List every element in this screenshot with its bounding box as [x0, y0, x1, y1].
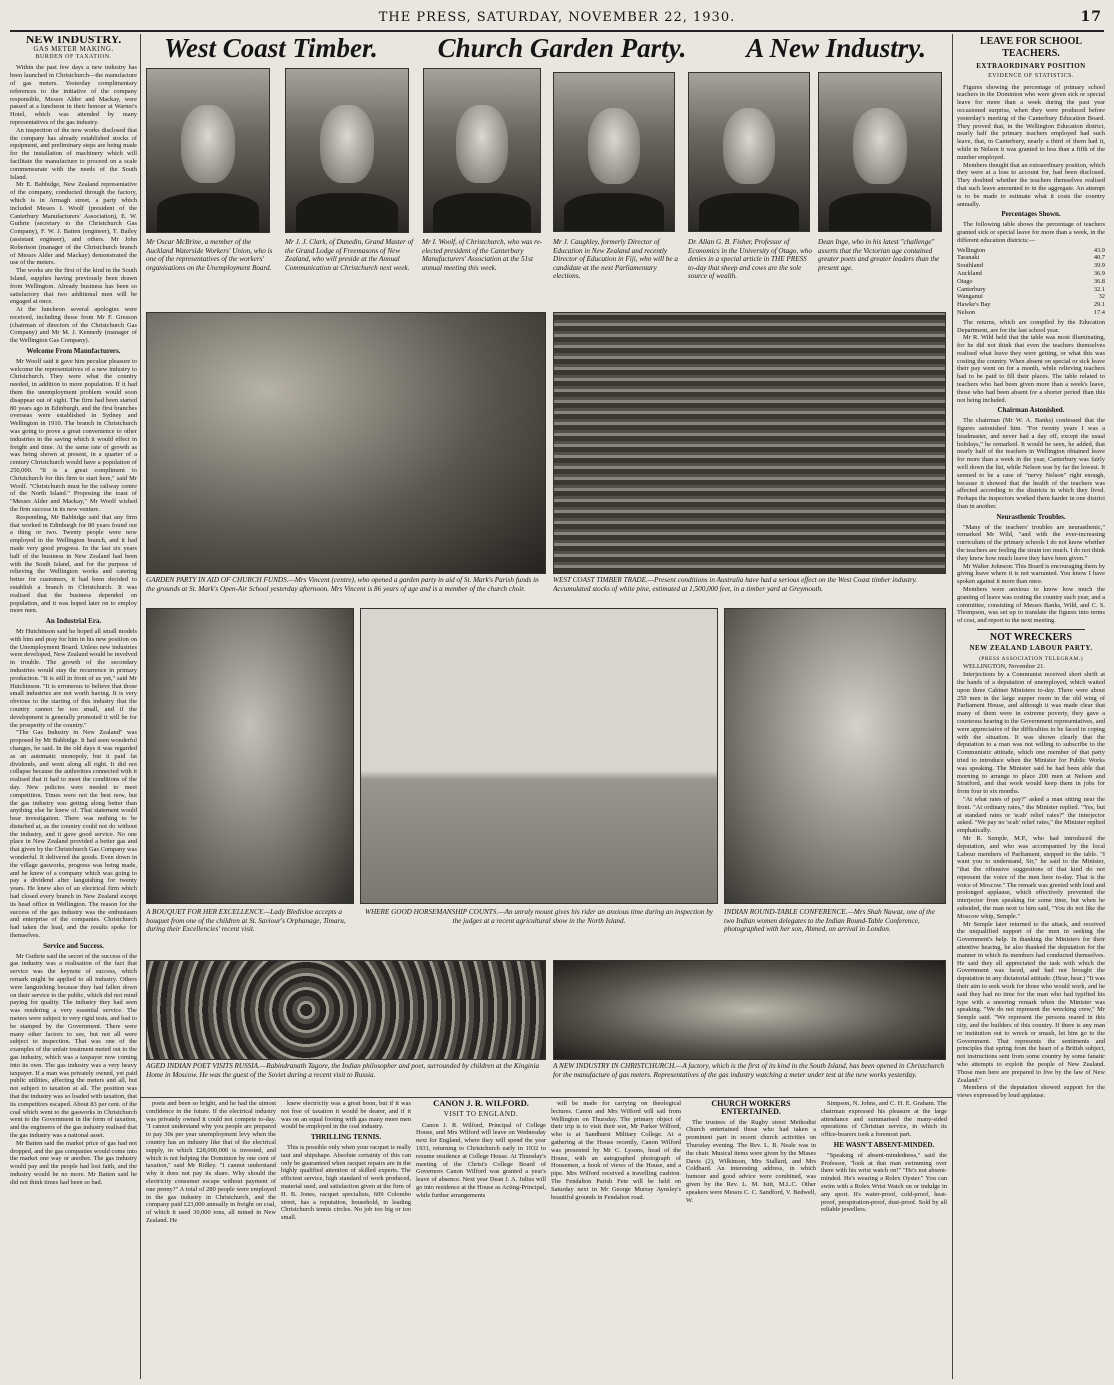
section-heading: Service and Success.: [43, 941, 104, 950]
paragraph: Mr Hutchinson said he hoped all small models with him and pray for him in his new position on the Unemployment Board. Unless new industries were developed, New Zealand would be involved in trouble. The growth of the secondary industries would stay the recurrence in primary production. "It is still in front of us yet," said Mr Hutchinson. "It is erroneous to believe that those small industries are not worth having. It is very obvious to the starting of this industry that the country cannot be too small, and if the development is generally promoted it will be for the prosperity of the country.": [10, 627, 137, 729]
photo-caption: A NEW INDUSTRY IN CHRISTCHURCH.—A factory, which is the first of its kind in the South Island, has been opened in Christchurch for the manufacture of gas meters. Representatives of the gas industry watching a meter under test at the new works yesterday.: [553, 1062, 945, 1079]
bottom-column: [416, 1100, 546, 1379]
table-row: Auckland 36.9: [957, 269, 1105, 277]
right-subhead: EXTRAORDINARY POSITION: [976, 62, 1086, 70]
right-headline: LEAVE FOR SCHOOL TEACHERS.: [979, 36, 1083, 59]
paragraph: Mr R. Semple, M.P., who had introduced the deputation, and who was accompanied by the local Labour members of Parliament, stepped to the table. "I want you to understand, Sir," he said to the Minister, "that the offensive suggestions of that kind do not represent the voice of the men here to-day. That is the voice of Moscow." The remark was greeted with loud and prolonged applause, which effectively prevented the interjector from speaking for some time, but when he subsided, the man next to him said, "You do not like the Moscow whip, Semple.": [957, 834, 1105, 920]
left-subhead: GAS METER MAKING.: [33, 44, 114, 53]
table-row: Otago 36.8: [957, 277, 1105, 285]
india-delegate-photo: [724, 608, 946, 904]
portrait-photo: [688, 72, 810, 232]
left-subhead: BURDEN OF TAXATION.: [35, 53, 112, 60]
bottom-column: [551, 1100, 681, 1379]
wire-source: (PRESS ASSOCIATION TELEGRAM.): [978, 655, 1084, 662]
paragraph: Mr R. Wild held that the table was most illuminating, for he did not think that even the teachers themselves realised what leave they were getting, or what this was costing the country. When absent on special or sick leave their pay went on for a month, while relieving teachers had to be paid to fill their places. The table related to teachers who had been given more than a week's leave, those who had been absent for a shorter period than this not being included.: [957, 334, 1105, 404]
paragraph: At the luncheon several apologies were received, including those from Mr F. Gresson (chairman of directors of the Christchurch Gas Company) and Mr M. J. Kennedy (manager of the Wellington Gas Company).: [10, 306, 137, 345]
article-subhead: VISIT TO ENGLAND.: [443, 1109, 519, 1118]
portrait-caption: Dean Inge, who in his latest "challenge" asserts that the Victorian age contained greater poets and greater leaders than the present age.: [818, 238, 940, 272]
section-heading: Chairman Astonished.: [997, 406, 1065, 415]
section-heading: An Industrial Era.: [45, 617, 102, 626]
paragraph: Simpson, N. Johns, and C. H. E. Graham. The chairman expressed his pleasure at the large attendance and summarised the many-sided operations of Christian service, in which its office-bearers took a foremost part.: [821, 1100, 947, 1139]
leave-percentage-table: [957, 247, 1105, 317]
paragraph: Members of the deputation showed support for the views expressed by loud applause.: [957, 1084, 1105, 1100]
left-headline: NEW INDUSTRY.: [25, 36, 122, 46]
photo-caption: GARDEN PARTY IN AID OF CHURCH FUNDS.—Mrs Vincent (centre), who opened a garden party in aid of St. Mark's Parish funds in the grounds at St. Mark's Open-Air School yesterday afternoon. Mrs Vincent is 86 years of age and is a member of the church choir.: [146, 576, 539, 593]
paragraph: The returns, which are compiled by the Education Department, are for the last school year.: [957, 318, 1105, 334]
article-headline: CANON J. R. WILFORD.: [433, 1100, 529, 1108]
table-row: Wellington 43.9: [957, 246, 1105, 254]
banner-title: A New Industry.: [746, 32, 926, 63]
paragraph: "Many of the teachers' troubles are neurasthenic," remarked Mr Wild, "and with the ever-increasing curriculum of the primary schools I do not know whether the teachers are feeling the strain too much. I do not think they know how much leave they have been given.": [957, 523, 1105, 562]
paragraph: Mr E. Babbidge, New Zealand representative of the company, conducted through the factory, which is in Armagh street, a party which included Messrs I. Woolf (president of the Canterbury Manufacturers' Association), E. W. Guthrie (secretary to the Christchurch Gas Company), F. W. J. Batten (engineer), T. Bailey (assistant engineer), and others. Mr John Robertson (manager of the Christchurch branch of Messrs Alder and Mackay) demonstrated the use of the meters.: [10, 181, 137, 267]
table-row: Nelson 17.4: [957, 308, 1105, 316]
tagore-photo: [146, 960, 546, 1060]
masthead: THE PRESS, SATURDAY, NOVEMBER 22, 1930.: [378, 10, 736, 25]
paragraph: The following table shows the percentage of teachers granted sick or special leave for more than a week, in the different education districts:—: [957, 221, 1105, 244]
photo-caption: WEST COAST TIMBER TRADE.—Present conditions in Australia have had a serious effect on the West Coast timber industry. Accumulated stocks of white pine, estimated at 1,500,000 feet, in a timber yard at Greymouth.: [553, 576, 918, 593]
paragraph: Canon J. R. Wilford, Principal of College House, and Mrs Wilford will leave on Wednesday next for England, where they will spend the year 1931, returning to Christchurch early in 1932 to resume residence at College House. At Thursday's meeting of the Christ's College Board of Governors Canon Wilford was granted a year's leave of absence. Next year Dean J. A. Julius will go into residence at the House as Acting-Principal, while further arrangements: [416, 1121, 546, 1199]
table-row: Taranaki 40.7: [957, 254, 1105, 262]
portrait-photo: [553, 72, 675, 232]
right-subhead: EVIDENCE OF STATISTICS.: [988, 72, 1074, 79]
paragraph: "Speaking of absent-mindedness," said the Professor, "look at that man swimming over there with his wrist watch on!" "He's not absent-minded. He's wearing a Rolex Oyster." You can swim with a Rolex Wrist Watch on or indulge in any sport. It's water-proof, cold-proof, heat-proof, perspiration-proof, dust-proof. Sold by all reliable jewellers.: [821, 1151, 947, 1214]
paragraph: knew electricity was a great boon, but if it was not free of taxation it would be dearer, and if it was on an equal footing with gas many more men would be employed in the coal industry.: [281, 1100, 411, 1131]
table-row: Wanganui 32: [957, 293, 1105, 301]
table-row: Canterbury 32.1: [957, 285, 1105, 293]
portrait-caption: Mr Oscar McBrine, a member of the Auckland Waterside Workers' Union, who is one of the representatives of the workers' organisations on the Unemployment Board.: [146, 238, 273, 272]
masthead-bar: [10, 6, 1104, 32]
bouquet-photo: [146, 608, 354, 904]
photo-caption: INDIAN ROUND-TABLE CONFERENCE.—Mrs Shah Nawaz, one of the two Indian women delegates to the Indian Round-Table Conference, photographed with her son, Ahmed, on arrival in London.: [724, 908, 935, 934]
paragraph: Mr Semple later returned to the attack, and received the unqualified support of the men in seeking the Government's help. In thanking the Ministers for their attentive hearing, he also thanked the deputation for the manner in which its members had conducted themselves. He said they all appreciated the task with which the Government was faced, and had not brought the deputation in any dictatorial attitude. (Hear, hear.) "It was their aim to seek work for those who would work, and he said they had no time for the man who had typified his type with a sneering remark when the Minister was speaking. "We do not represent the wrecking crew," Mr Semple said. "We represent the persons reared in this city, and the builders of this country. If there is any man or institution out to wreck or smash, let him go to the Government. That represents the sentiments and principles that spring from the heart of a British subject, not instructions sent from some country by some fanatic who attempts to exploit the people of New Zealand. Those men here are prepared to live by the law of New Zealand.": [957, 920, 1105, 1084]
paragraph: "At what rates of pay?" asked a man sitting near the front. "At ordinary rates," the Minister replied. "Yes, but at standard rates or 'scab' relief rates?" the interjector asked. "We pay no 'scab' relief rates," the Minister replied emphatically.: [957, 795, 1105, 835]
section-heading: HE WASN'T ABSENT-MINDED.: [833, 1140, 935, 1149]
table-row: Southland 39.9: [957, 262, 1105, 270]
dateline: WELLINGTON, November 21.: [963, 663, 1045, 671]
banner-title: Church Garden Party.: [437, 32, 687, 63]
paragraph: Figures showing the percentage of primary school teachers in the Dominion who were given sick or special leave for more than a week during the past year occasioned surprise, when they were produced before yesterday's meeting of the Canterbury Education Board. They proved that, in the Wellington Education district, nearly half the primary teachers employed had such leave, that, in Canterbury, nearly a third of them had it, while in Nelson it was granted to less than a fifth of the number employed.: [957, 83, 1105, 161]
paragraph: Mr Woolf said it gave him peculiar pleasure to welcome the representatives of a new industry to Christchurch. They were what the country needed, in addition to more population. If it had them the unemployment problem would soon disappear out of sight. The firm had been started 80 years ago in Edinburgh, and the first branches overseas were established in Sydney and Wellington in 1910. The branch in Christchurch was going to prove a great convenience to other industries in the saving which it would effect in freight and time. At the same rate of growth as was being shown at present, in a quarter of a century Christchurch would have a population of 250,000. "It is a great compliment to Christchurch for this firm to start here," said Mr Woolf. "Christchurch must be the railway centre of the North Island." Proposing the toast of "Messrs Alder and Mackay," Mr Woolf wished the firm success in its new venture.: [10, 357, 137, 514]
portrait-caption: Dr. Allan G. B. Fisher, Professor of Economics in the University of Otago, who denies in a special article in THE PRESS to-day that sheep and cows are the sole source of wealth.: [688, 238, 812, 281]
section-heading: THRILLING TENNIS.: [311, 1133, 381, 1142]
right-headline: NOT WRECKERS: [989, 631, 1073, 643]
page-number: 17: [1080, 9, 1102, 25]
bottom-column: [281, 1100, 411, 1379]
paragraph: Interjections by a Communist received short shrift at the hands of a deputation of unemployed, which waited upon three Cabinet Ministers to-day. There were about 250 men in the large supper room in the old wing of Parliament House, and although it was made clear that many of them were in extreme poverty, they gave a courteous hearing to the Government representatives, and were appreciative of the difficulties to be faced in coping with the situation. It was shown clearly that the deputation to a man was not willing to subscribe to the Communistic attitude, which one member of that party tried to introduce when the Minister for Public Works was speaking. The Minister said he had been able that morning to arrange to place 200 men at Nelson and Stratford, and that work would keep them in jobs for from four to six months.: [957, 671, 1105, 796]
paragraph: poets and been so bright, and he had the utmost confidence in the future. If the electrical industry was privately owned it could not compete to-day. "I cannot understand why you people are prepared to pay 30s per year unemployment levy when the country has an industry like that of the electrical supply, in which £28,000,000 is invested, and which is not helping the Dominion by one cent of taxation," said Mr Ridley. "I cannot understand why it does not pay its share. Why should the electricity consumer escape without payment of one penny?" A total of 280 people were employed in the gas industry in Christchurch, and the company paid £23,000 annually in freight on coal, of which it used 30,000 tons, all mined in New Zealand. He: [146, 1100, 276, 1224]
garden-party-photo: [146, 312, 546, 574]
paragraph: "The Gas Industry in New Zealand" was proposed by Mr Babbidge. It had seen wonderful changes, he said. In the old days it was regarded as an automatic monopoly, but it paid fat dividends, and went along all right. It did not collapse because the authorities connected with it realised that it had to meet the conditions of the day. New policies were needed to meet competition. Times were not the best now, but the gas industry was getting along better than anything else he knew of. That statement would bear investigation. There was nothing to be disturbed at, as the country could not do without the industry, and it gave good service. No one place in New Zealand provided a better gas and that given by the Christchurch Gas Company was wonderful. It delivered the goods. Even down in the village gasworks, progress was being made, and he knew of a company which was going to pay a dividend after languishing for twenty years. He knew also of an electrical firm which had closed every branch in New Zealand except its head office in Wellington. The reason for the success of the gas industry was the enthusiasm and enterprise of the companies. Christchurch had taken the lead, and the results spoke for themselves.: [10, 729, 137, 940]
portrait-caption: Mr I. Woolf, of Christchurch, who was re-elected president of the Canterbury Manufacturers' Association at the 51st annual meeting this week.: [422, 238, 543, 272]
paragraph: Mr Batten said the market price of gas had not dropped, and the gas companies would come into the market one way or another. The gas industry would pay and the people had lost faith, and the industry would be no more. Mr Batten said he did not think times had been so bad.: [10, 1139, 137, 1186]
column-rule: [952, 34, 953, 1379]
paragraph: The works are the first of the kind in the South Island, supplies having previously been drawn from Wellington. Already business has been so satisfactory that two additional men will be engaged at once.: [10, 267, 137, 306]
paragraph: Mr Walter Johnson: This Board is encouraging them by giving leave where it is not warranted. You know I have spoken against it more than once.: [957, 562, 1105, 586]
portrait-photo: [146, 68, 270, 233]
article-headline: CHURCH WORKERS ENTERTAINED.: [711, 1100, 791, 1116]
paragraph: Mr Guthrie said the secret of the success of the gas industry was a realisation of the fact that service was the keynote of success, which remark might be applied to all industry. Others were languishing because they had fallen down on their service to the public, which did not mind paying for quality. The industry they had seen was rendering a very essential service. The meters were subject to very rigid tests, and had to be stamped by the Government. There were many other factors to see, but not all were subject to inspection. That was one of the examples of the unfair treatment meted out to the gas industry, which was a taxpayer now coming into its own. The gas industry was a very heavy taxpayer. If a man was privately owned, yet paid public utilities, affecting the meters and all, but not subject to taxation at all. The position was that the industry was so loaded with taxation, that its competitors escaped. About 83 per cent. of the coal which went to the gasworks in Christchurch went to the Government in the form of taxation, and the engineers of the gas industry realised that the gas industry was a national asset.: [10, 952, 137, 1139]
portrait-caption: Mr J. Caughley, formerly Director of Education in New Zealand and recently Director of Education in Fiji, who will be a candidate at the next Parliamentary elections.: [553, 238, 678, 281]
paragraph: Within the past few days a new industry has been launched in Christchurch—the manufacture of gas meters. Yesterday complimentary references to the initiative of the company responsible, Messrs Alder and Mackay, were passed at a luncheon in their honour at Warner's Hotel, which was attended by many representatives of the gas industry.: [10, 64, 137, 126]
paragraph: Members were anxious to know how much the granting of leave was costing the country each year, and a committee, consisting of Messrs Banks, Wild, and C. S. Thompson, was set up to translate the figures into terms of cost, and report to the next meeting.: [957, 586, 1105, 625]
banner-title: West Coast Timber.: [164, 32, 378, 63]
paragraph: This is possible only when your racquet is really taut and shipshape. Absolute certainty of this can only be guaranteed when racquet repairs are in the highly qualified attention of skilled experts. The efficient service, high standard of work produced, material used, and satisfaction given at the firm of H. B. Jones, racquet specialists, 609 Colombo street, has a reputation, household, in leading Christchurch tennis circles. No job too big or too small.: [281, 1143, 411, 1222]
photo-caption: WHERE GOOD HORSEMANSHIP COUNTS.—An unruly mount gives his rider an anxious time during an inspection by the judges at a recent agricultural show in the North Island.: [364, 908, 714, 925]
right-subhead: NEW ZEALAND LABOUR PARTY.: [969, 643, 1093, 652]
right-column: [957, 36, 1105, 1379]
paragraph: An inspection of the new works disclosed that the company has already established stocks of equipment, and preliminary steps are being made for the installation of machinery which will facilitate the manufacture to proceed on a scale commensurate with the needs of the South Island.: [10, 126, 137, 181]
section-heading: Percentages Shown.: [1001, 210, 1061, 219]
photo-caption: AGED INDIAN POET VISITS RUSSIA.—Rabindranath Tagore, the Indian philosopher and poet, surrounded by children at the Kinginia Home in Moscow. He was the guest of the Soviet during a recent visit to Russia.: [146, 1062, 540, 1079]
paragraph: Responding, Mr Babbidge said that any firm that worked in Edinburgh for 80 years found out a thing or two. Twenty people were now employed in the Wellington branch, and it had made very good progress. In the last six years half of the business in New Zealand had been with the South Island, and for the purpose of relieving the Wellington works and catering better for customers, it had been decided to establish a branch in Christchurch. It was realised that the business depended on population, and it was hoped later on to employ more men.: [10, 513, 137, 615]
paragraph: will be made for carrying on theological lectures. Canon and Mrs Wilford will sail from Wellington on Thursday. The primary object of their trip is to visit their son, Mr Parker Wilford, who is at Sandhurst Military College. At a gathering at the House recently, Canon Wilford was presented by Mr C. Lysons, head of the House, with an autographed photograph of Housemen, a book of views of the House, and a pipe. Mrs Wilford received a travelling cushion. The Fendalton Parish Fete will be held on Saturday next in Mr George Murray Aynsley's beautiful grounds in Fendalton road.: [551, 1100, 681, 1201]
banner-headline: [146, 33, 944, 63]
section-heading: Welcome From Manufacturers.: [26, 347, 121, 356]
paragraph: The trustees of the Rugby street Methodist Church entertained those who had taken a prominent part in recent church activities on Thursday evening. The Rev. L. B. Neale was in the chair. Musical items were given by the Misses Davis (2), Wilkinson, Mrs Stallard, and Mrs Coldbard. An interesting address, in which humour and good advice were combined, was given by the Rev. L. M. Isitt, M.L.C. Other speakers were Messrs C. C. Sandford, V. Bedwell, W.: [686, 1118, 816, 1204]
left-column: [10, 36, 137, 1379]
horse-photo: [360, 608, 718, 904]
bottom-column: [821, 1100, 947, 1379]
bottom-column: [686, 1100, 816, 1379]
gas-meter-photo: [553, 960, 946, 1060]
timber-yard-photo: [553, 312, 946, 574]
photo-caption: A BOUQUET FOR HER EXCELLENCY.—Lady Bledisloe accepts a bouquet from one of the children at St. Saviour's Orphanage, Timaru, during their Excellencies' recent visit.: [146, 908, 346, 934]
portrait-photo: [818, 72, 942, 232]
section-rule: [141, 1097, 952, 1098]
paragraph: The chairman (Mr W. A. Banks) confessed that the figures astonished him. "For twenty years I was a headmaster, and never had a day off, except the usual holidays," he remarked. It would be seen, he added, that nearly half of the teachers in Wellington obtained leave for more than a week in the year, Canterbury was fairly well down the list, while Nelson was by far the lowest. It seemed to be a case of "nervy Nelson" right enough, because it showed that the health of the teachers was affected according to the districts in which they lived. Perhaps the inspectors worked them harder in one district than in another.: [957, 417, 1105, 511]
column-rule: [140, 34, 141, 1379]
section-heading: Neurasthenic Troubles.: [996, 512, 1066, 521]
paragraph: Members thought that an extraordinary position, which they were at a loss to account for, had been disclosed. They doubted whether the teachers themselves realised that such leave amounted to in the aggregate. An attempt is to be made to estimate what it costs the country annually.: [957, 161, 1105, 208]
portrait-photo: [285, 68, 409, 233]
portrait-caption: Mr J. J. Clark, of Dunedin, Grand Master of the Grand Lodge of Freemasons of New Zealand, who will preside at the Annual Communication at Christchurch next week.: [285, 238, 414, 272]
portrait-photo: [423, 68, 541, 233]
bottom-column: [146, 1100, 276, 1379]
table-row: Hawke's Bay 29.1: [957, 301, 1105, 309]
